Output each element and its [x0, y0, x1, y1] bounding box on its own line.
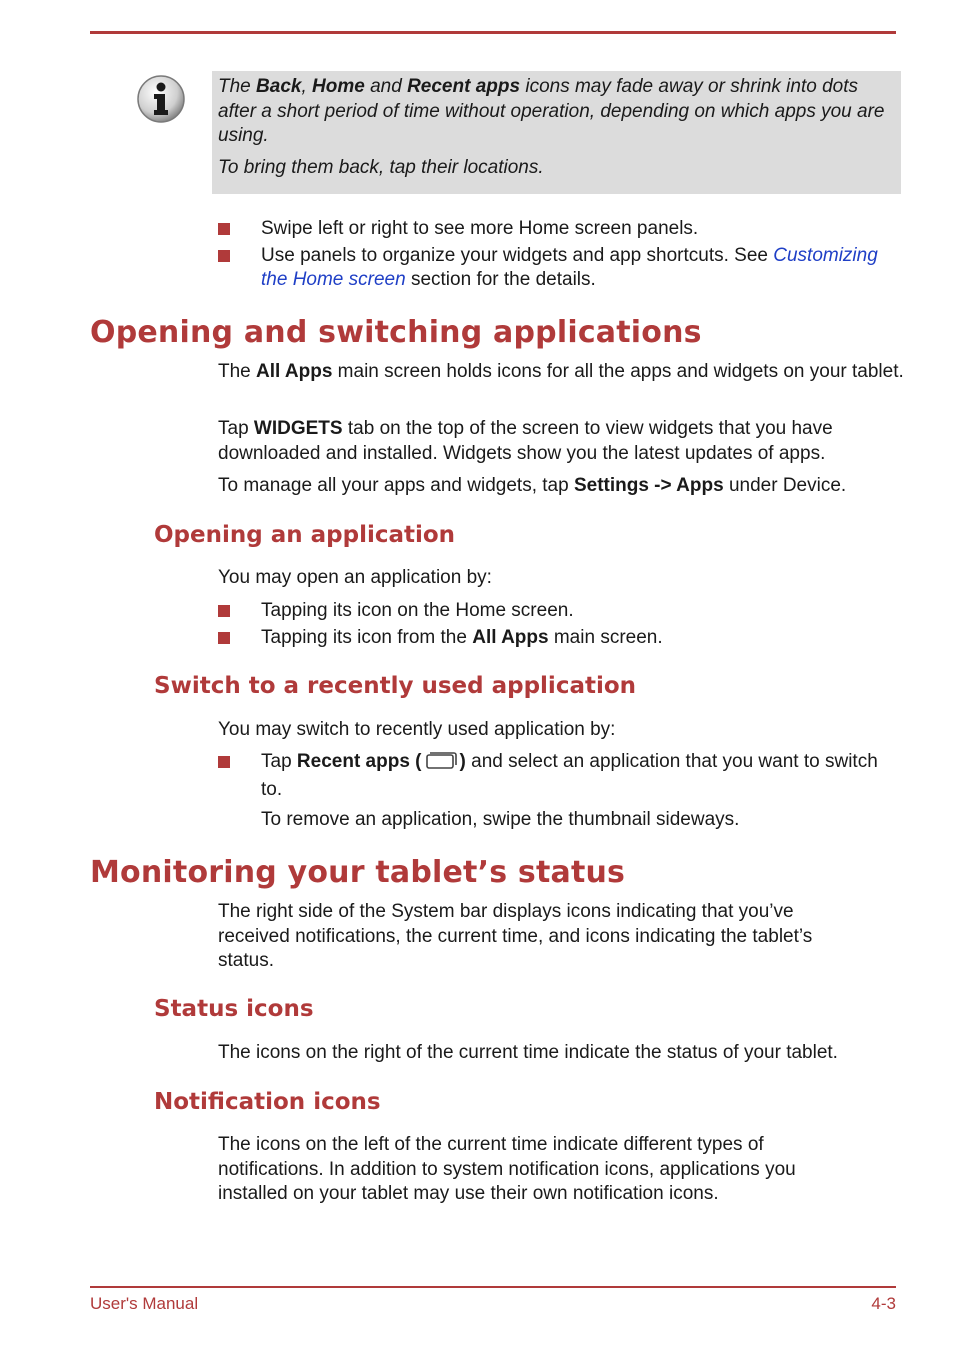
header-rule	[90, 31, 896, 34]
bullet-square-icon	[218, 605, 230, 617]
paragraph: Tap WIDGETS tab on the top of the screen to view widgets that you have downloaded and installed. Widgets show you the latest updates of apps.	[218, 418, 833, 464]
subsection-title-switch: Switch to a recently used application	[154, 673, 637, 699]
footer-manual-title: User's Manual	[90, 1294, 199, 1313]
recent-apps-icon	[424, 750, 458, 778]
note-text-2: To bring them back, tap their locations.	[218, 156, 544, 178]
list-item: Tap Recent apps ( ) and select an application that you want to switch to.	[218, 750, 898, 802]
list-item: Tapping its icon on the Home screen.	[218, 599, 898, 624]
bullet-square-icon	[218, 756, 230, 768]
bullet-square-icon	[218, 250, 230, 262]
paragraph: The icons on the right of the current time indicate the status of your tablet.	[218, 1042, 838, 1063]
footer-rule	[90, 1286, 896, 1288]
note-text: The Back, Home and Recent apps icons may fade away or shrink into dots after a short period of time without operation, depending on which apps you are using.	[218, 76, 885, 146]
list-item: Swipe left or right to see more Home screen panels.	[218, 217, 898, 242]
info-icon	[136, 74, 186, 124]
bullet-square-icon	[218, 223, 230, 235]
section-title-monitoring: Monitoring your tablet’s status	[90, 855, 626, 890]
opening-methods-list	[218, 599, 898, 652]
switch-methods-list	[218, 750, 898, 804]
home-panels-list	[218, 217, 898, 295]
bullet-square-icon	[218, 632, 230, 644]
list-item: Tapping its icon from the All Apps main screen.	[218, 626, 898, 651]
customizing-home-link[interactable]: Customizing the Home screen	[261, 244, 878, 290]
info-note	[212, 71, 901, 194]
subsection-title-status-icons: Status icons	[154, 996, 314, 1022]
paragraph: The right side of the System bar displays icons indicating that you’ve received notifications, the current time, and icons indicating the tablet’s status.	[218, 901, 813, 971]
subsection-title-notification-icons: Notification icons	[154, 1089, 381, 1115]
list-item: Use panels to organize your widgets and app shortcuts. See Customizing the Home screen section for the details.	[218, 244, 898, 293]
paragraph: You may switch to recently used application by:	[218, 719, 616, 740]
subsection-title-opening: Opening an application	[154, 522, 456, 548]
paragraph: To remove an application, swipe the thumbnail sideways.	[261, 809, 740, 830]
page-number: 4-3	[871, 1294, 896, 1313]
paragraph: The All Apps main screen holds icons for all the apps and widgets on your tablet.	[218, 361, 904, 382]
paragraph: The icons on the left of the current time indicate different types of notifications. In addition to system notification icons, applications you installed on your tablet may use their own notification icons.	[218, 1134, 796, 1204]
paragraph: You may open an application by:	[218, 567, 492, 588]
paragraph: To manage all your apps and widgets, tap Settings -> Apps under Device.	[218, 475, 847, 496]
section-title-opening-switching: Opening and switching applications	[90, 315, 702, 350]
